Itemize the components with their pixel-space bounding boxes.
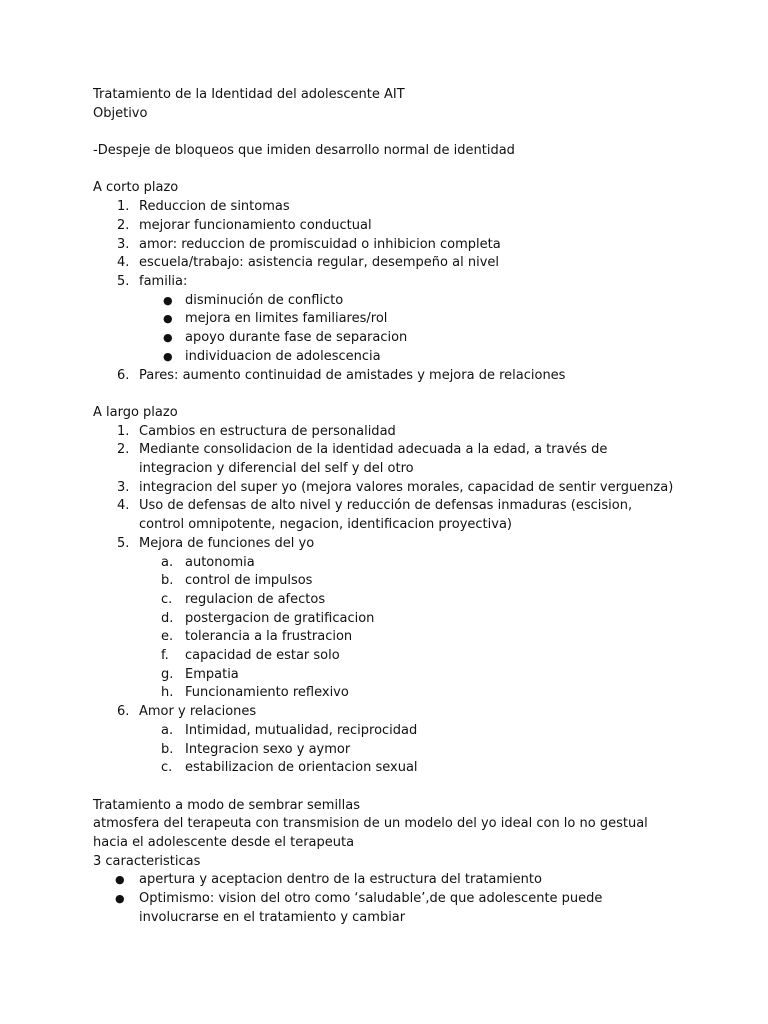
spacer (93, 385, 678, 404)
list-item (93, 217, 678, 236)
list-item (93, 871, 678, 890)
list-item (93, 273, 678, 292)
sub-list-item-text: mejora en limites familiares/rol (185, 311, 388, 327)
list-letter: h. (161, 685, 174, 701)
sub-list-item-text: regulacion de afectos (185, 591, 326, 607)
bullet-icon: ● (163, 349, 173, 363)
list-number: 1. (117, 199, 130, 215)
document-title: Tratamiento de la Identidad del adolescente AIT (93, 87, 405, 102)
sub-list-item-text: tolerancia a la frustracion (185, 629, 353, 645)
list-item-text: Cambios en estructura de personalidad (139, 423, 396, 439)
short-term-list (93, 198, 678, 385)
sub-list-item-text: Integracion sexo y aymor (185, 741, 351, 757)
list-item-text: Amor y relaciones (139, 704, 257, 720)
list-letter: f. (161, 648, 169, 664)
list-item-text: mejorar funcionamiento conductual (139, 217, 372, 233)
list-item (93, 423, 678, 442)
sub-list-item (93, 666, 678, 685)
sub-list-item (93, 741, 678, 760)
spacer (93, 778, 678, 797)
list-number: 2. (117, 217, 130, 233)
bullet-icon: ● (163, 293, 173, 307)
sub-list-item-text: capacidad de estar solo (185, 648, 340, 664)
list-item (93, 497, 678, 534)
sub-list-item-text: postergacion de gratificacion (185, 610, 375, 626)
sub-list-item (93, 348, 678, 367)
sub-list-item-text: Intimidad, mutualidad, reciprocidad (185, 722, 418, 738)
sub-list-item (93, 647, 678, 666)
long-term-list (93, 423, 678, 778)
list-letter: d. (161, 610, 174, 626)
list-item (93, 198, 678, 217)
list-number: 6. (117, 704, 130, 720)
list-number: 3. (117, 236, 130, 252)
list-number: 4. (117, 498, 130, 514)
sub-list-item (93, 722, 678, 741)
seeds-heading: Tratamiento a modo de sembrar semillas (93, 797, 361, 813)
list-letter: e. (161, 629, 174, 645)
short-term-heading: A corto plazo (93, 180, 179, 196)
bullet-icon: ● (115, 892, 125, 906)
list-letter: c. (161, 591, 173, 607)
list-item-text: apertura y aceptacion dentro de la estructura del tratamiento (139, 872, 542, 888)
sub-list-item (93, 572, 678, 591)
list-letter: g. (161, 666, 174, 682)
list-item-text: Optimismo: vision del otro como ‘saludable’,de que adolescente puede involucrarse en el tratamiento y cambiar (139, 891, 603, 925)
list-number: 5. (117, 535, 130, 551)
list-item (93, 479, 678, 498)
objective-heading: Objetivo (93, 105, 148, 121)
sub-list-item (93, 610, 678, 629)
list-item (93, 535, 678, 554)
document-body (93, 86, 678, 928)
long-term-heading: A largo plazo (93, 404, 178, 420)
list-number: 3. (117, 479, 130, 495)
seeds-paragraph: atmosfera del terapeuta con transmision de un modelo del yo ideal con lo no gestual hacia el adolescente desde el terapeuta (93, 816, 648, 851)
sub-list-item (93, 591, 678, 610)
list-letter: c. (161, 760, 173, 776)
sub-list-item-text: Funcionamiento reflexivo (185, 685, 349, 701)
sub-list-item (93, 554, 678, 573)
spacer (93, 161, 678, 180)
list-number: 4. (117, 255, 130, 271)
spacer (93, 123, 678, 142)
list-number: 2. (117, 442, 130, 458)
sub-list-item-text: autonomia (185, 554, 255, 570)
list-number: 5. (117, 274, 130, 289)
list-letter: a. (161, 554, 174, 570)
list-item (93, 703, 678, 722)
list-item-text: escuela/trabajo: asistencia regular, desempeño al nivel (139, 255, 499, 271)
list-item-text: Reduccion de sintomas (139, 199, 290, 215)
list-item (93, 441, 678, 478)
bullet-icon: ● (115, 873, 125, 887)
sub-list-item-text: disminución de conflicto (185, 292, 344, 308)
sub-list-item-text: estabilizacion de orientacion sexual (185, 760, 418, 776)
list-item-text: Pares: aumento continuidad de amistades y mejora de relaciones (139, 367, 566, 383)
sub-list-item (93, 759, 678, 778)
characteristics-heading: 3 caracteristicas (93, 853, 201, 869)
list-number: 1. (117, 423, 130, 439)
sub-list-item (93, 292, 678, 311)
sub-list-item (93, 684, 678, 703)
sub-list-item (93, 329, 678, 348)
list-number: 6. (117, 367, 130, 383)
list-letter: b. (161, 573, 174, 589)
list-item-text: integracion del super yo (mejora valores morales, capacidad de sentir verguenza) (139, 479, 674, 495)
list-item-text: familia: (139, 274, 188, 289)
sub-list-item-text: individuacion de adolescencia (185, 348, 381, 364)
sub-list-item-text: control de impulsos (185, 573, 313, 589)
objective-text: -Despeje de bloqueos que imiden desarrollo normal de identidad (93, 143, 515, 159)
sub-list-item-text: apoyo durante fase de separacion (185, 330, 408, 346)
list-item (93, 254, 678, 273)
list-item-text: Uso de defensas de alto nivel y reducción de defensas inmaduras (escision, control omnipotente, negacion, identificacion proyectiva) (139, 498, 633, 533)
list-item-text: amor: reduccion de promiscuidad o inhibicion completa (139, 236, 501, 252)
sub-list-item (93, 310, 678, 329)
characteristics-list (93, 871, 678, 927)
bullet-icon: ● (163, 331, 173, 345)
list-item-text: Mediante consolidacion de la identidad adecuada a la edad, a través de integracion y diferencial del self y del otro (139, 442, 608, 477)
bullet-icon: ● (163, 312, 173, 326)
list-item (93, 367, 678, 386)
list-letter: a. (161, 722, 174, 738)
list-item (93, 236, 678, 255)
list-item-text: Mejora de funciones del yo (139, 535, 315, 551)
list-letter: b. (161, 741, 174, 757)
list-item (93, 890, 678, 927)
sub-list-item (93, 628, 678, 647)
sub-list-item-text: Empatia (185, 666, 239, 682)
